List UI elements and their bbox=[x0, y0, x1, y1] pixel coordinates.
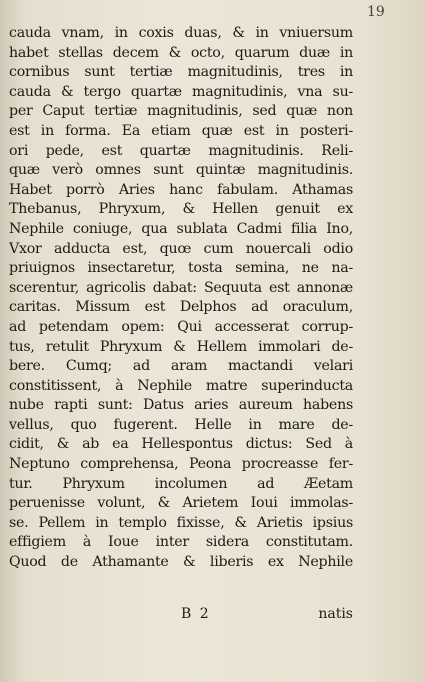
catchword: natis bbox=[318, 606, 353, 622]
text-line: tur. Phryxum incolumen ad Æetam bbox=[9, 475, 353, 492]
text-line: vellus, quo fugerent. Helle in mare de- bbox=[9, 416, 353, 433]
text-line: cauda & tergo quartæ magnitudinis, vna su- bbox=[9, 83, 353, 100]
text-line: cauda vnam, in coxis duas, & in vniuersum bbox=[9, 25, 353, 41]
text-line: Nephile coniuge, qua sublata Cadmi filia Ino, bbox=[9, 220, 353, 237]
text-line: priuignos insectaretur, tosta semina, ne na- bbox=[9, 260, 353, 277]
text-line: est in forma. Ea etiam quæ est in posteri- bbox=[9, 122, 353, 139]
text-line: scerentur, agricolis dabat: Sequuta est annonæ bbox=[9, 279, 353, 296]
text-line: habet stellas decem & octo, quarum duæ in bbox=[9, 44, 353, 61]
text-line: quæ verò omnes sunt quintæ magnitudinis. bbox=[9, 162, 353, 179]
text-line: bere. Cumq; ad aram mactandi velari bbox=[9, 358, 353, 375]
signature-mark: B 2 bbox=[181, 606, 211, 622]
text-line: cidit, & ab ea Hellespontus dictus: Sed à bbox=[9, 436, 353, 453]
text-line: Vxor adducta est, quœ cum nouercali odio bbox=[9, 240, 353, 257]
text-line: nube rapti sunt: Datus aries aureum habens bbox=[9, 397, 353, 414]
text-line: Habet porrò Aries hanc fabulam. Athamas bbox=[9, 181, 353, 198]
folio-number: 19 bbox=[367, 4, 385, 20]
text-line: effigiem à Ioue inter sidera constitutam. bbox=[9, 534, 353, 551]
text-line: Quod de Athamante & liberis ex Nephile bbox=[9, 554, 353, 571]
page-footer bbox=[9, 606, 353, 628]
text-line: constitissent, à Nephile matre superinducta bbox=[9, 377, 353, 394]
text-line: ad petendam opem: Qui accesserat corrup- bbox=[9, 318, 353, 335]
text-line: tus, retulit Phryxum & Hellem immolari de- bbox=[9, 338, 353, 355]
text-line: Thebanus, Phryxum, & Hellen genuit ex bbox=[9, 201, 353, 218]
text-line: Neptuno comprehensa, Peona procreasse fer- bbox=[9, 456, 353, 473]
text-line: peruenisse volunt, & Arietem Ioui immolas- bbox=[9, 495, 353, 512]
text-line: cornibus sunt tertiæ magnitudinis, tres in bbox=[9, 64, 353, 81]
text-line: caritas. Missum est Delphos ad oraculum, bbox=[9, 299, 353, 316]
body-text bbox=[9, 24, 353, 573]
text-line: per Caput tertiæ magnitudinis, sed quæ non bbox=[9, 103, 353, 120]
text-line: se. Pellem in templo fixisse, & Arietis ipsius bbox=[9, 514, 353, 531]
text-line: ori pede, est quartæ magnitudinis. Reli- bbox=[9, 142, 353, 159]
